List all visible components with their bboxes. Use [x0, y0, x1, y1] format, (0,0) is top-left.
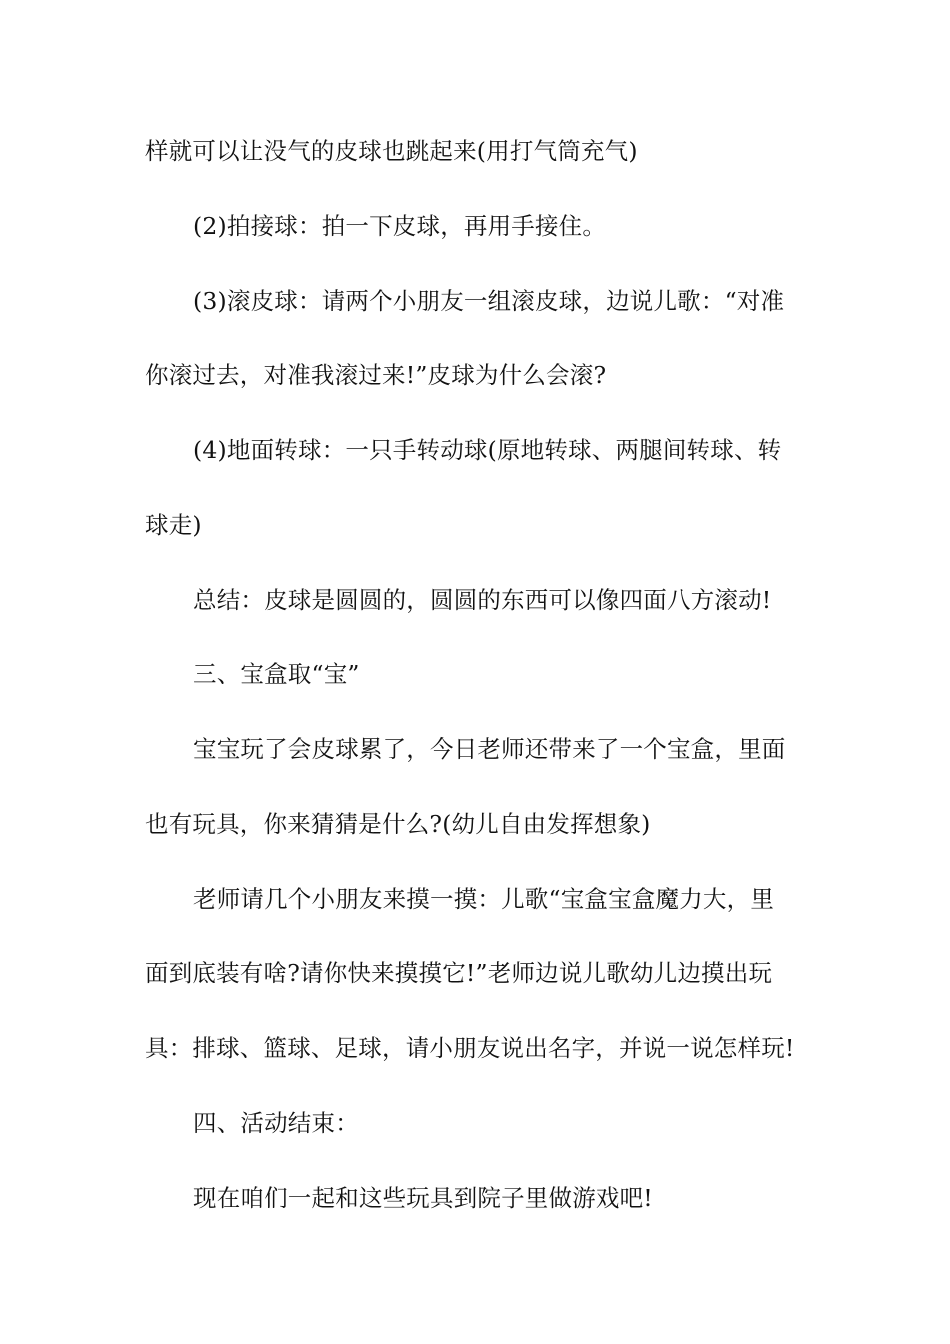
text-line: 样就可以让没气的皮球也跳起来(用打气筒充气) [145, 137, 638, 165]
text-line: 现在咱们一起和这些玩具到院子里做游戏吧! [193, 1184, 653, 1212]
text-line: 也有玩具，你来猜猜是什么?(幼儿自由发挥想象) [145, 810, 651, 838]
text-line: 球走) [145, 511, 202, 539]
text-line: 老师请几个小朋友来摸一摸：儿歌“宝盒宝盒魔力大，里 [193, 885, 775, 913]
text-line: 宝宝玩了会皮球累了，今日老师还带来了一个宝盒，里面 [193, 735, 786, 763]
text-line: 具：排球、篮球、足球，请小朋友说出名字，并说一说怎样玩! [145, 1034, 795, 1062]
text-line: 总结：皮球是圆圆的，圆圆的东西可以像四面八方滚动! [193, 586, 772, 614]
text-line: (2)拍接球：拍一下皮球，再用手接住。 [193, 212, 607, 240]
section-heading: 三、宝盒取“宝” [193, 660, 360, 688]
text-line: 你滚过去，对准我滚过来!”皮球为什么会滚? [145, 361, 607, 389]
text-line: (3)滚皮球：请两个小朋友一组滚皮球，边说儿歌：“对准 [193, 287, 785, 315]
text-line: (4)地面转球：一只手转动球(原地转球、两腿间转球、转 [193, 436, 782, 464]
text-line: 面到底装有啥?请你快来摸摸它!”老师边说儿歌幼儿边摸出玩 [145, 959, 773, 987]
section-heading: 四、活动结束： [193, 1109, 359, 1137]
